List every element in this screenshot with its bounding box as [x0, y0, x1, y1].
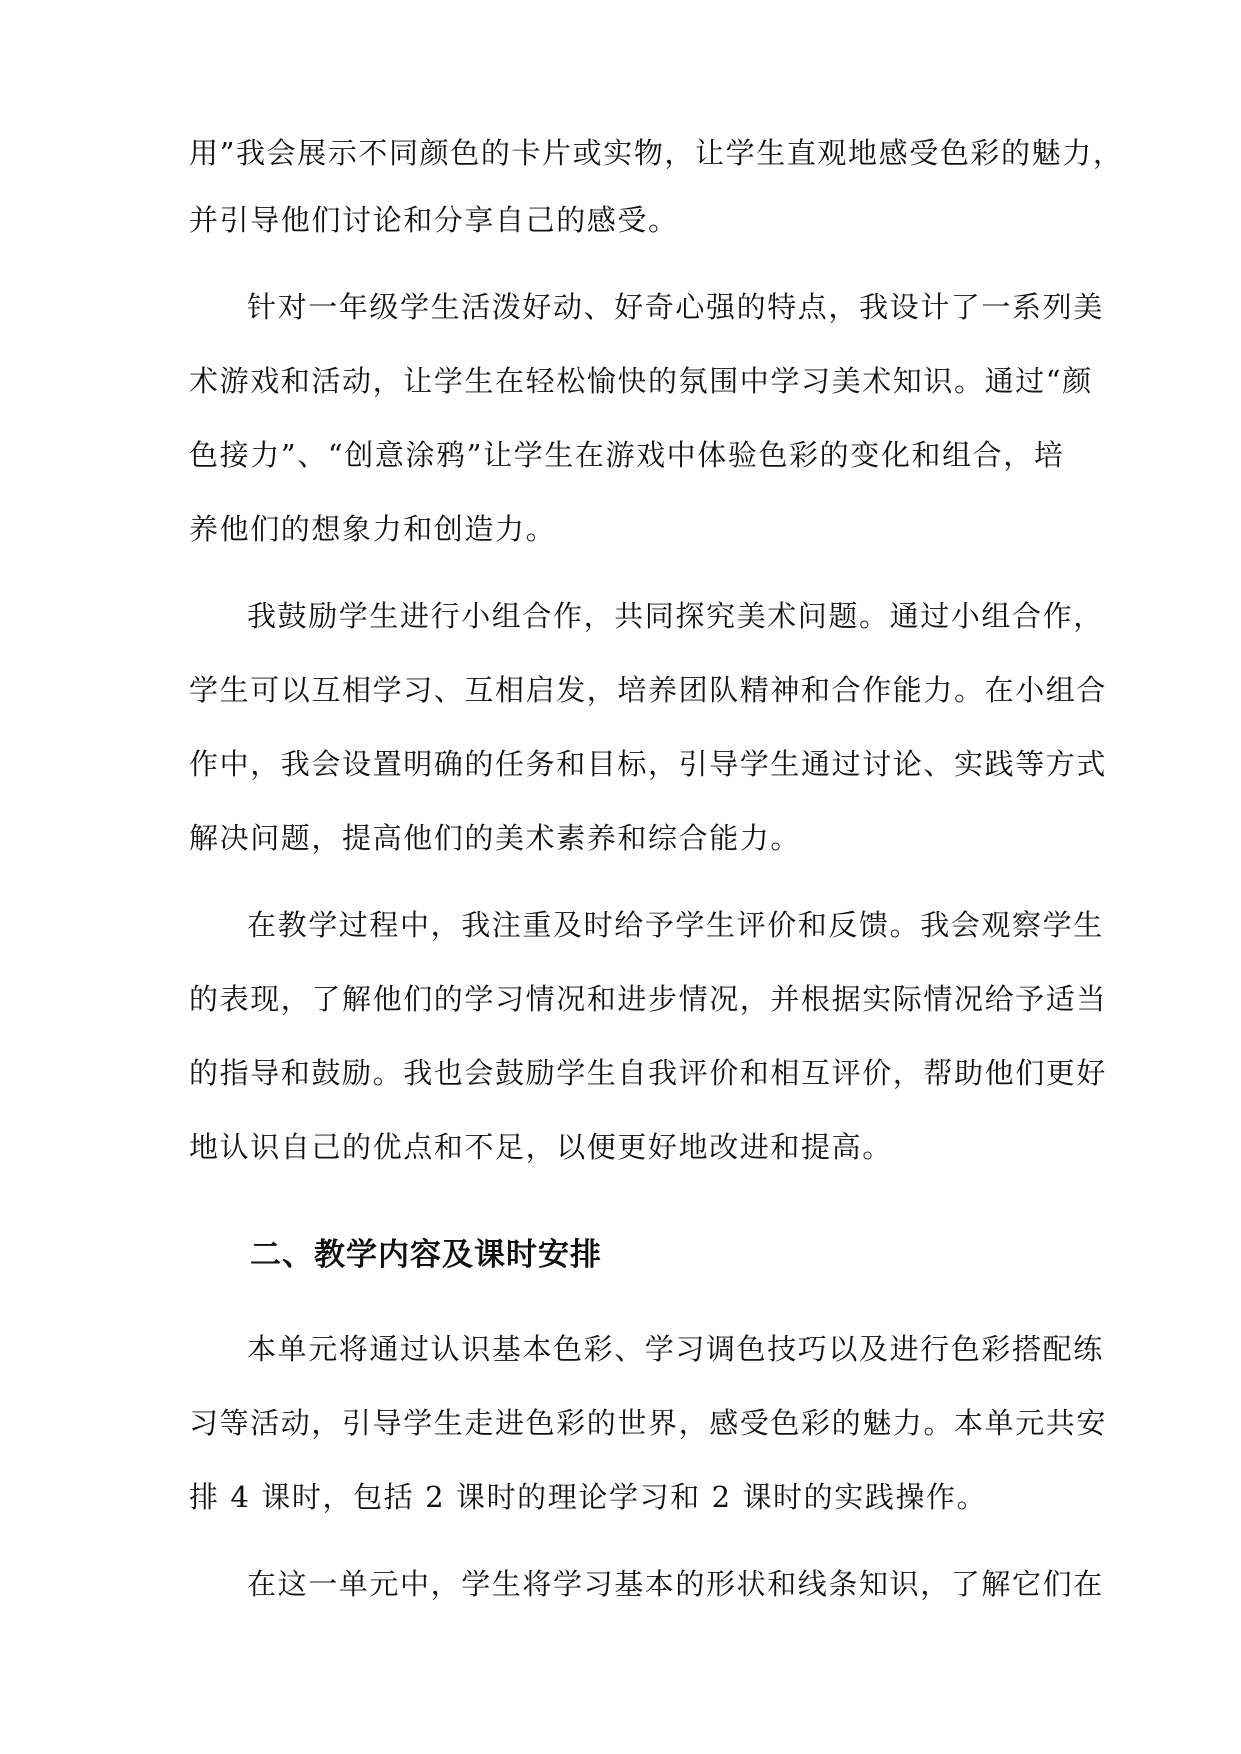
paragraph-2-line-3: 色接力”、“创意涂鸦”让学生在游戏中体验色彩的变化和组合，培: [189, 438, 1065, 472]
paragraph-1-line-2: 并引导他们讨论和分享自己的感受。: [189, 203, 679, 237]
paragraph-2-line-1: 针对一年级学生活泼好动、好奇心强的特点，我设计了一系列美: [247, 290, 1104, 324]
paragraph-2-line-4: 养他们的想象力和创造力。: [189, 512, 557, 546]
section-paragraph-1-line-1: 本单元将通过认识基本色彩、学习调色技巧以及进行色彩搭配练: [247, 1332, 1104, 1366]
paragraph-4-line-4: 地认识自己的优点和不足，以便更好地改进和提高。: [189, 1130, 893, 1164]
paragraph-3-line-3: 作中，我会设置明确的任务和目标，引导学生通过讨论、实践等方式: [189, 747, 1108, 781]
paragraph-4-line-1: 在教学过程中，我注重及时给予学生评价和反馈。我会观察学生: [247, 908, 1104, 942]
section-heading: 二、教学内容及课时安排: [250, 1237, 602, 1273]
paragraph-2-line-2: 术游戏和活动，让学生在轻松愉快的氛围中学习美术知识。通过“颜: [189, 364, 1093, 398]
section-paragraph-1-line-2: 习等活动，引导学生走进色彩的世界，感受色彩的魅力。本单元共安: [189, 1406, 1108, 1440]
paragraph-3-line-4: 解决问题，提高他们的美术素养和综合能力。: [189, 821, 802, 855]
paragraph-3-line-1: 我鼓励学生进行小组合作，共同探究美术问题。通过小组合作，: [247, 599, 1104, 633]
paragraph-4-line-3: 的指导和鼓励。我也会鼓励学生自我评价和相互评价，帮助他们更好: [189, 1056, 1108, 1090]
paragraph-3-line-2: 学生可以互相学习、互相启发，培养团队精神和合作能力。在小组合: [189, 673, 1108, 707]
paragraph-4-line-2: 的表现，了解他们的学习情况和进步情况，并根据实际情况给予适当: [189, 982, 1108, 1016]
section-paragraph-1-line-3: 排 4 课时，包括 2 课时的理论学习和 2 课时的实践操作。: [189, 1480, 988, 1514]
section-paragraph-2-line-1: 在这一单元中，学生将学习基本的形状和线条知识，了解它们在: [247, 1567, 1104, 1601]
paragraph-1-line-1: 用”我会展示不同颜色的卡片或实物，让学生直观地感受色彩的魅力，: [189, 136, 1124, 170]
